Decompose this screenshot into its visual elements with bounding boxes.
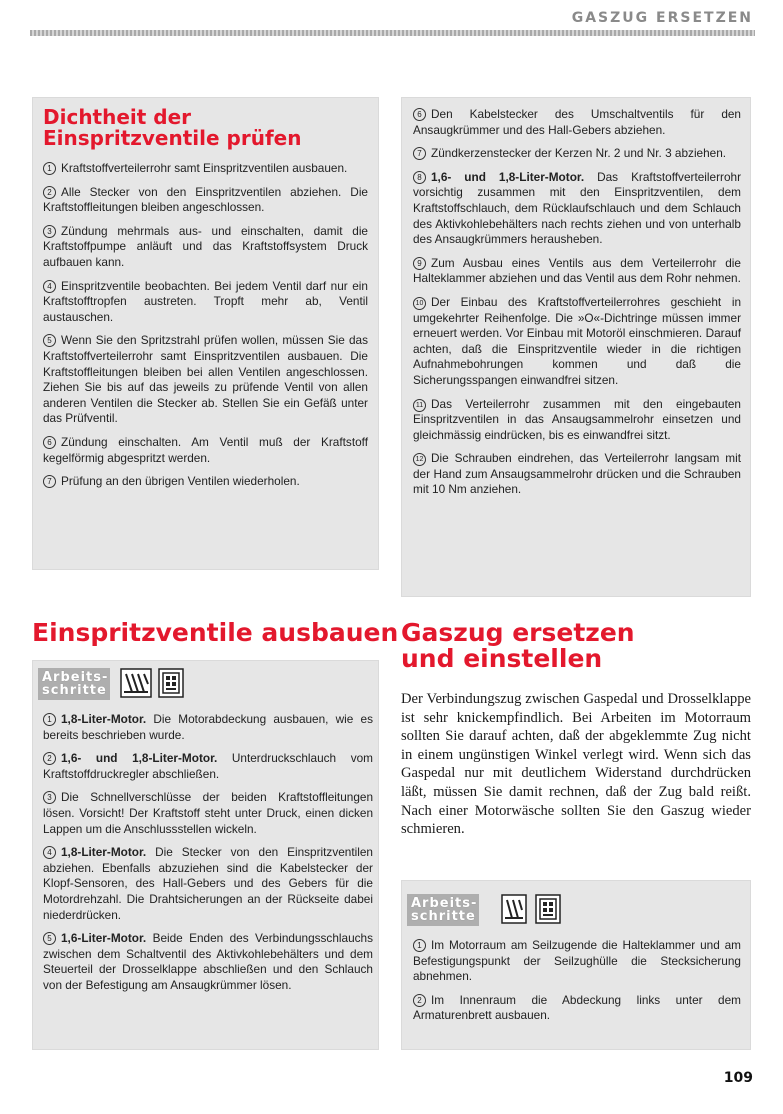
step-number-circle: 2 [43, 186, 56, 199]
step-text: Die Stecker von den Einspritzventilen abziehen. Ebenfalls abzuziehen sind die Kabelstecker der Klopf-Sensoren, des Hall-Gebers und des Gebers für die Motordrehzahl. Die Drahtsicherungen an der Rückseite dabei niederdrücken. [43, 845, 373, 922]
badge-line: Arbeits- [411, 896, 478, 911]
continued-steps-box [401, 97, 751, 597]
work-steps-badge [38, 668, 110, 700]
manual-icon [535, 894, 561, 924]
ausbauen-step [43, 751, 373, 782]
dichtheit-title: Dichtheit der Einspritzventile prüfen [43, 105, 302, 150]
dichtheit-box [32, 97, 379, 570]
step-text: Alle Stecker von den Einspritzventilen abziehen. Die Kraftstoffleitungen bleiben angeschlossen. [43, 184, 368, 215]
gaszug-step [413, 993, 741, 1024]
step-number-circle: 5 [43, 932, 56, 945]
step-number-circle: 9 [413, 257, 426, 270]
manual-icon [158, 668, 184, 698]
work-steps-badge [407, 894, 479, 926]
step-number-circle: 6 [43, 436, 56, 449]
step-text: Die Schnellverschlüsse der beiden Kraftstoffleitungen lösen. Vorsicht! Der Kraftstoff steht unter Druck, einen dicken Lappen um die Anschlussstellen wickeln. [43, 790, 373, 836]
step-engine-label: 1,8-Liter-Motor. [61, 712, 147, 726]
step-text: Zündung mehrmals aus- und einschalten, damit die Kraftstoffpumpe anläuft und das Kraftstoffsystem Druck aufbauen kann. [43, 223, 368, 269]
step-text: Beide Enden des Verbindungsschlauchs zwischen dem Schaltventil des Aktivkohlebehälters und dem Steuerteil der Drosselklappe abschließen und den Schlauch von der Befestigung am Ansaugkrümmer lösen. [43, 931, 373, 992]
step-number-circle: 7 [43, 475, 56, 488]
continued-step [413, 451, 741, 498]
dichtheit-step [43, 435, 368, 466]
step-number-circle: 7 [413, 147, 426, 160]
step-number-circle: 2 [413, 994, 426, 1007]
step-text: Die Schrauben eindrehen, das Verteilerrohr langsam mit der Hand zum Ansaugsammelrohr drücken und die Schrauben mit 10 Nm anziehen. [413, 451, 741, 497]
ausbauen-step [43, 790, 373, 837]
step-number-circle: 11 [413, 399, 426, 412]
step-text: Wenn Sie den Spritzstrahl prüfen wollen, müssen Sie das Kraftstoffverteilerrohr samt Einspritzventilen ausbauen. Die Kraftstoffleitungen bleiben bei allen Ventilen angeschlossen. Ziehen Sie bis auf das jeweils zu prüfende Ventil von allen anderen Ventilen die Stecker ab. Stellen Sie ein Gefäß unter das Prüfventil. [43, 333, 368, 426]
step-text: Den Kabelstecker des Umschaltventils für den Ansaugkrümmer und des Hall-Gebers abziehen. [413, 107, 741, 137]
step-engine-label: 1,6- und 1,8-Liter-Motor. [61, 751, 218, 766]
step-number-circle: 3 [43, 791, 56, 804]
step-number-circle: 4 [43, 846, 56, 859]
step-number-circle: 10 [413, 297, 426, 310]
continued-step [413, 256, 741, 287]
gaszug-intro: Der Verbindungszug zwischen Gaspedal und Drosselklappe ist sehr knickempfindlich. Bei Arbeiten im Motorraum sollten Sie darauf achten, daß der abgeklemmte Zug nicht in einem ungünstigen Winkel verlegt wird. Wenn sich das Gaspedal nur mit deutlichem Widerstand durchdrücken läßt, müssen Sie damit rechnen, daß der Zug bald reißt. Nach einer Motorwäsche sollten Sie den Gaszug wieder schmieren. [401, 691, 751, 838]
step-text: Zündkerzenstecker der Kerzen Nr. 2 und Nr. 3 abziehen. [431, 146, 727, 161]
dichtheit-step [43, 185, 368, 216]
step-text: Die Motorabdeckung ausbauen, wie es bereits beschrieben wurde. [43, 712, 373, 742]
continued-step [413, 397, 741, 444]
ausbauen-box [32, 660, 379, 1050]
step-text: Kraftstoffverteilerrohr samt Einspritzventilen ausbauen. [61, 161, 348, 175]
gaszug-title-line: und einstellen [401, 644, 603, 674]
running-header: GASZUG ERSETZEN [571, 10, 753, 26]
dichtheit-step [43, 474, 368, 490]
gaszug-step [413, 938, 741, 985]
step-number-circle: 1 [43, 162, 56, 175]
gaszug-heading [401, 620, 751, 673]
wrench-icon [120, 668, 152, 698]
step-number-circle: 3 [43, 225, 56, 238]
step-text: Zündung einschalten. Am Ventil muß der Kraftstoff kegelförmig abgespritzt werden. [43, 434, 368, 465]
step-engine-label: 1,6-Liter-Motor. [61, 931, 147, 946]
step-number-circle: 6 [413, 108, 426, 121]
continued-step [413, 146, 741, 162]
dichtheit-step [43, 333, 368, 427]
wrench-icon [501, 894, 527, 924]
continued-step [413, 107, 741, 138]
gaszug-box [401, 880, 751, 1050]
dichtheit-step [43, 224, 368, 271]
ausbauen-step [43, 845, 373, 923]
continued-step [413, 170, 741, 248]
badge-line: Arbeits- [42, 670, 109, 685]
ausbauen-step [43, 712, 373, 743]
step-text: Im Innenraum die Abdeckung links unter dem Armaturenbrett ausbauen. [413, 992, 741, 1023]
step-text: Prüfung an den übrigen Ventilen wiederholen. [61, 474, 300, 489]
step-number-circle: 8 [413, 171, 426, 184]
continued-step [413, 295, 741, 389]
step-text: Im Motorraum am Seilzugende die Halteklammer und am Befestigungspunkt der Seilzughülle die Stecksicherung abnehmen. [413, 938, 741, 984]
step-text: Das Kraftstoffverteilerrohr vorsichtig zusammen mit den Einspritzventilen, dem Kraftstoffschlauch, dem Rücklaufschlauch und dem Schlauch des Aktivkohlebehälters nach rechts ziehen und von unterhalb des Ansaugkrümmers herausheben. [413, 169, 741, 247]
dichtheit-steps [43, 161, 368, 490]
step-number-circle: 1 [43, 713, 56, 726]
badge-line: schritte [42, 683, 107, 698]
step-number-circle: 4 [43, 280, 56, 293]
step-text: Einspritzventile beobachten. Bei jedem Ventil darf nur ein Kraftstofftropfen austreten. Tropft mehr ab, Ventil austauschen. [43, 278, 368, 324]
dichtheit-step [43, 161, 368, 177]
step-engine-label: 1,8-Liter-Motor. [61, 845, 147, 860]
step-number-circle: 2 [43, 752, 56, 765]
badge-line: schritte [411, 909, 476, 924]
step-number-circle: 1 [413, 939, 426, 952]
step-number-circle: 12 [413, 453, 426, 466]
dichtheit-step [43, 279, 368, 326]
step-text: Der Einbau des Kraftstoffverteilerrohres geschieht in umgekehrter Reihenfolge. Die »O«-Dichtringe müssen immer erneuert werden. Vor Einbau mit Motoröl einschmieren. Darauf achten, daß die Einspritzventile wieder in die richtigen Aufnahmebohrungen kommen und daß die Sicherungsspangen einwandfrei sitzen. [413, 294, 741, 387]
gaszug-title-line: Gaszug ersetzen [401, 618, 635, 647]
step-text: Das Verteilerrohr zusammen mit den eingebauten Einspritzventilen in das Ansaugsammelrohr einsetzen und gleichmässig eindrücken, bis es einwandfrei sitzt. [413, 396, 741, 442]
step-text: Zum Ausbau eines Ventils aus dem Verteilerrohr die Halteklammer abziehen und das Ventil aus dem Rohr nehmen. [413, 255, 741, 286]
step-engine-label: 1,6- und 1,8-Liter-Motor. [431, 169, 585, 184]
ausbauen-title: Einspritzventile ausbauen [32, 618, 399, 647]
step-text: Unterdruckschlauch vom Kraftstoffdruckregler abschließen. [43, 751, 373, 781]
header-rule [30, 30, 755, 36]
step-number-circle: 5 [43, 334, 56, 347]
page-number: 109 [723, 1070, 753, 1086]
ausbauen-step [43, 931, 373, 993]
